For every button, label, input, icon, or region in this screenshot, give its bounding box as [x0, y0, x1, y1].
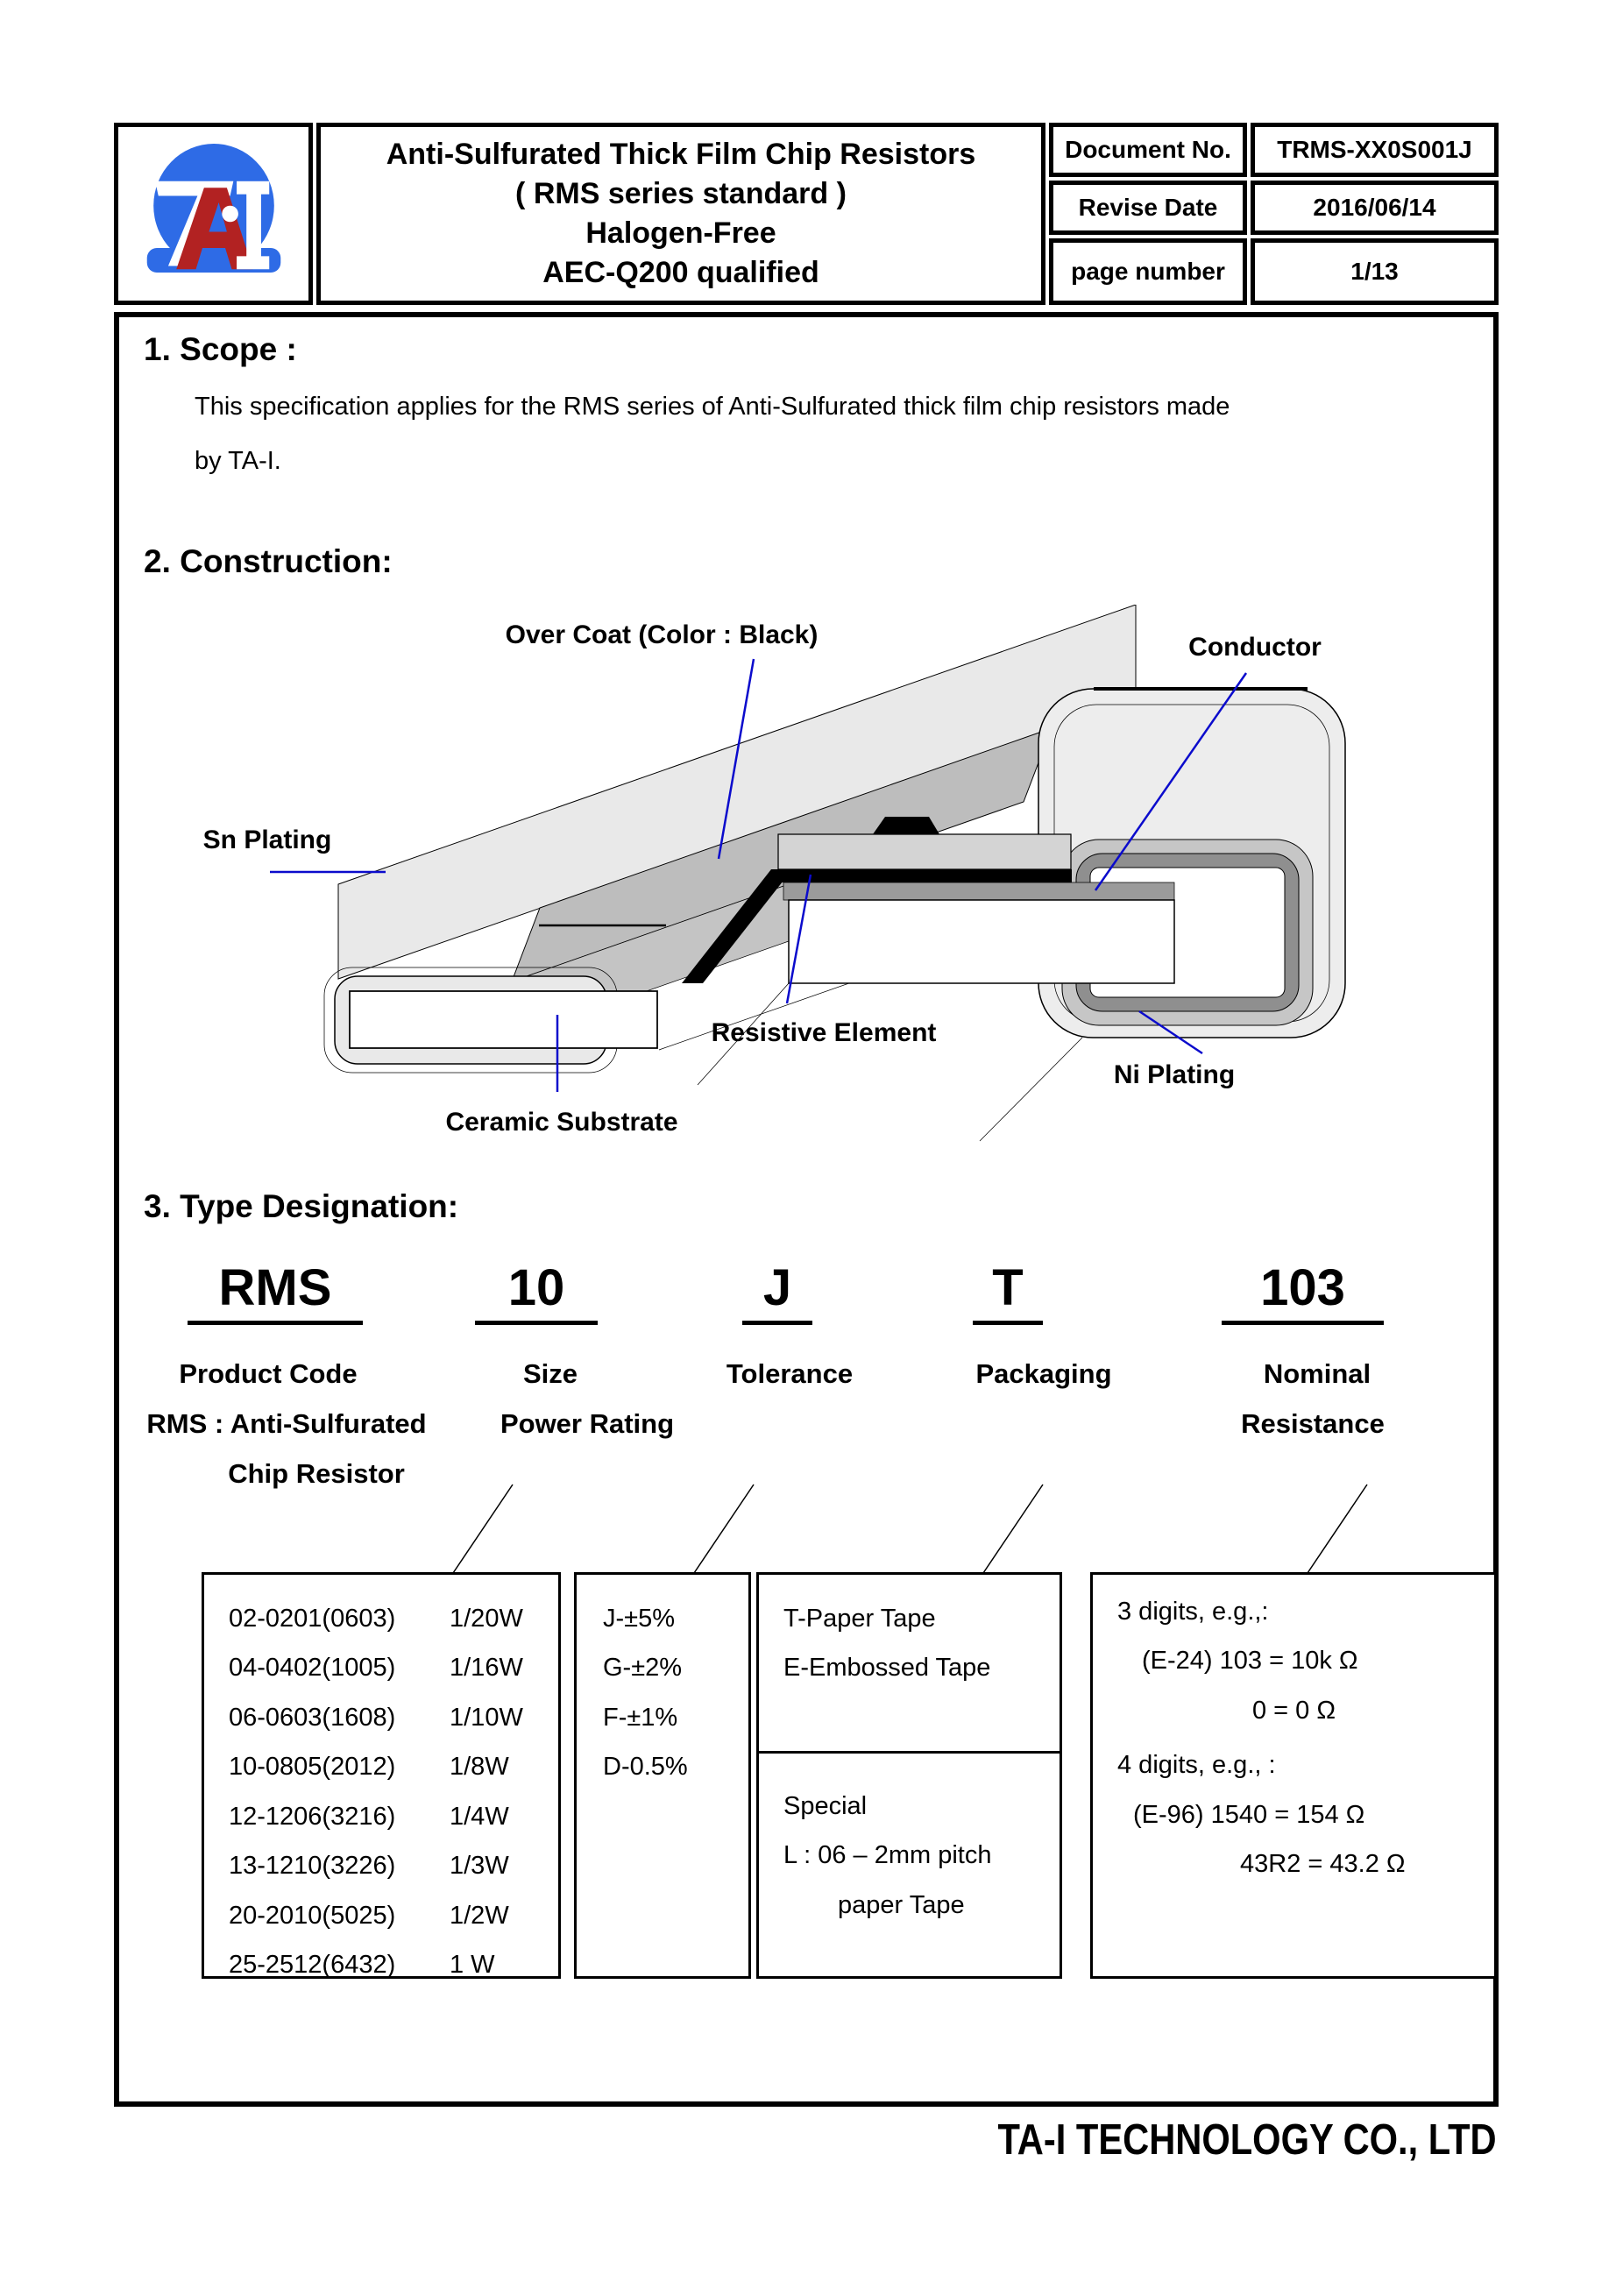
size-row — [229, 1842, 558, 1892]
size-code: 12-1206(3216) — [229, 1802, 396, 1831]
packaging-row: E-Embossed Tape — [783, 1654, 991, 1683]
resistance-row: 3 digits, e.g.,: — [1117, 1597, 1269, 1626]
code-resistance: 103 — [1222, 1258, 1384, 1325]
size-code: 04-0402(1005) — [229, 1654, 396, 1683]
logo-dot — [222, 206, 238, 223]
title-line-1: Anti-Sulfurated Thick Film Chip Resistors — [386, 138, 976, 171]
size-code: 10-0805(2012) — [229, 1753, 396, 1782]
resistive-layer — [778, 869, 1072, 882]
label-tolerance: Tolerance — [726, 1358, 854, 1389]
logo-cell — [114, 123, 313, 305]
size-power: 1/20W — [450, 1604, 523, 1633]
construction-diagram — [140, 605, 1437, 1148]
type-designation-heading: 3. Type Designation: — [144, 1188, 459, 1224]
label-nominal: Nominal — [1263, 1358, 1371, 1389]
label-power-rating: Power Rating — [500, 1408, 675, 1439]
doc-no-value: TRMS-XX0S001J — [1251, 123, 1499, 177]
size-power: 1/4W — [450, 1802, 509, 1831]
size-power: 1/3W — [450, 1852, 509, 1881]
label-resistance-sub: Resistance — [1241, 1408, 1385, 1439]
title-line-4: AEC-Q200 qualified — [542, 256, 819, 289]
packaging-row: L : 06 – 2mm pitch — [783, 1841, 992, 1870]
size-row — [229, 1941, 558, 1991]
resistance-row: 43R2 = 43.2 Ω — [1240, 1850, 1406, 1879]
ni-plating-label: Ni Plating — [1113, 1060, 1236, 1089]
code-product: RMS — [188, 1258, 363, 1325]
packaging-divider — [756, 1751, 1062, 1754]
logo-letter-i-stem — [246, 185, 261, 266]
title-line-3: Halogen-Free — [585, 216, 776, 250]
company-name: TA-I TECHNOLOGY CO., LTD — [997, 2116, 1497, 2164]
size-row — [229, 1891, 558, 1941]
overcoat-label: Over Coat (Color : Black) — [505, 620, 819, 649]
tolerance-row: J-±5% — [603, 1604, 675, 1633]
scope-text-line2: by TA-I. — [195, 447, 281, 475]
label-product-code: Product Code — [179, 1358, 358, 1389]
tolerance-row: D-0.5% — [603, 1753, 688, 1782]
code-tolerance: J — [742, 1258, 812, 1325]
construction-heading: 2. Construction: — [144, 543, 393, 579]
label-packaging: Packaging — [975, 1358, 1112, 1389]
pointer-lines — [140, 1483, 1525, 1579]
size-row — [229, 1644, 558, 1694]
size-row — [229, 1792, 558, 1842]
size-code: 13-1210(3226) — [229, 1852, 396, 1881]
size-power: 1/10W — [450, 1703, 523, 1732]
label-size: Size — [522, 1358, 578, 1389]
size-row — [229, 1743, 558, 1793]
size-power: 1 W — [450, 1951, 495, 1980]
sn-plating-label: Sn Plating — [202, 826, 332, 854]
resistance-row: (E-96) 1540 = 154 Ω — [1133, 1800, 1365, 1829]
tolerance-box — [574, 1572, 751, 1979]
conductor-label: Conductor — [1188, 633, 1322, 662]
ceramic-cut-block — [789, 900, 1174, 983]
size-code: 06-0603(1608) — [229, 1703, 396, 1732]
packaging-row: paper Tape — [838, 1890, 965, 1919]
code-packaging: T — [973, 1258, 1043, 1325]
resistance-row: (E-24) 103 = 10k Ω — [1142, 1647, 1358, 1676]
resistance-row: 0 = 0 Ω — [1252, 1696, 1336, 1725]
tolerance-row: F-±1% — [603, 1703, 678, 1732]
size-code: 02-0201(0603) — [229, 1604, 396, 1633]
logo-letter-i-bottom — [237, 256, 269, 269]
packaging-row: Special — [783, 1791, 868, 1820]
pointer-line-tolerance — [692, 1485, 754, 1576]
resistive-element-label: Resistive Element — [711, 1018, 937, 1047]
scope-text-line1: This specification applies for the RMS series of Anti-Sulfurated thick film chip resistors made — [195, 393, 1230, 421]
size-row — [229, 1594, 558, 1644]
doc-no-label: Document No. — [1049, 123, 1247, 177]
pointer-line-packaging — [982, 1485, 1043, 1576]
size-power-box — [202, 1572, 561, 1979]
page-number-value: 1/13 — [1251, 238, 1499, 305]
title-line-2: ( RMS series standard ) — [515, 177, 847, 210]
pointer-line-size — [451, 1485, 513, 1576]
pointer-line-nominal — [1306, 1485, 1367, 1576]
label-product-sub: RMS : Anti-Sulfurated — [146, 1408, 427, 1439]
size-row — [229, 1693, 558, 1743]
silhouette-cap-edge — [980, 1038, 1082, 1141]
packaging-row: T-Paper Tape — [783, 1604, 936, 1633]
resistance-row: 4 digits, e.g., : — [1117, 1751, 1276, 1780]
size-code: 20-2010(5025) — [229, 1901, 396, 1930]
resistance-box — [1090, 1572, 1497, 1979]
scope-heading: 1. Scope : — [144, 331, 297, 367]
packaging-box — [756, 1572, 1062, 1979]
document-title — [316, 123, 1045, 305]
ceramic-substrate-label: Ceramic Substrate — [445, 1108, 678, 1137]
label-chip-resistor: Chip Resistor — [228, 1458, 405, 1489]
ta-i-logo — [131, 132, 297, 295]
tolerance-row: G-±2% — [603, 1654, 683, 1683]
size-code: 25-2512(6432) — [229, 1951, 396, 1980]
revise-date-value: 2016/06/14 — [1251, 181, 1499, 235]
ceramic-left-face — [350, 991, 657, 1048]
size-power: 1/16W — [450, 1654, 523, 1683]
size-power: 1/2W — [450, 1901, 509, 1930]
size-power: 1/8W — [450, 1753, 509, 1782]
revise-date-label: Revise Date — [1049, 181, 1247, 235]
page-number-label: page number — [1049, 238, 1247, 305]
code-size: 10 — [475, 1258, 598, 1325]
conductor-band — [783, 882, 1174, 900]
overcoat-cut-face — [778, 834, 1071, 869]
